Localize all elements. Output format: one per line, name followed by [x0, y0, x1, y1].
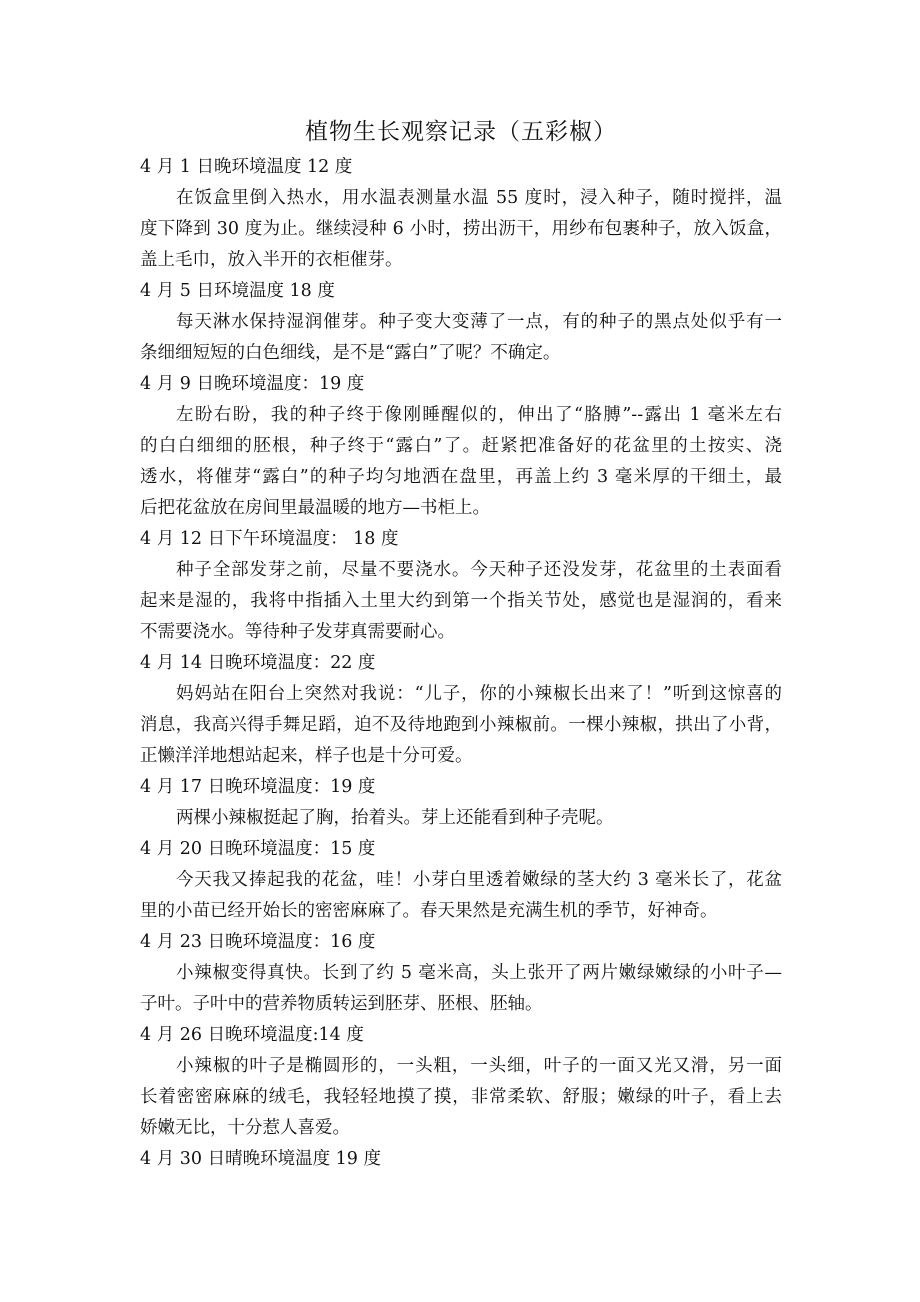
entry-heading: 4 月 5 日环境温度 18 度	[140, 281, 335, 301]
entry-body-line: 长着密密麻麻的绒毛，我轻轻地摸了摸，非常柔软、舒服；嫩绿的叶子，看上去	[140, 1087, 782, 1107]
entry-body-line: 度下降到 30 度为止。继续浸种 6 小时，捞出沥干，用纱布包裹种子，放入饭盒，	[140, 219, 782, 239]
entry-heading: 4 月 30 日晴晚环境温度 19 度	[140, 1149, 381, 1169]
entry-heading: 4 月 17 日晚环境温度：19 度	[140, 777, 376, 797]
entry-body-line: 种子全部发芽之前，尽量不要浇水。今天种子还没发芽，花盆里的土表面看	[176, 560, 782, 580]
entry-body-line: 的白白细细的胚根，种子终于“露白”了。赶紧把准备好的花盆里的土按实、浇	[140, 436, 782, 456]
entry-heading: 4 月 23 日晚环境温度：16 度	[140, 932, 376, 952]
observation-entry	[140, 276, 782, 369]
entry-heading: 4 月 20 日晚环境温度：15 度	[140, 839, 376, 859]
entry-body-line: 每天淋水保持湿润催芽。种子变大变薄了一点，有的种子的黑点处似乎有一	[176, 312, 782, 332]
document-title: 植物生长观察记录（五彩椒）	[305, 119, 617, 145]
observation-entry	[140, 1020, 782, 1144]
entry-body-line: 消息，我高兴得手舞足蹈，迫不及待地跑到小辣椒前。一棵小辣椒，拱出了小背，	[140, 715, 782, 735]
entry-body-line: 小辣椒变得真快。长到了约 5 毫米高，头上张开了两片嫩绿嫩绿的小叶子—	[176, 963, 782, 983]
entry-body-line: 后把花盆放在房间里最温暖的地方—书柜上。	[140, 498, 490, 518]
document-page	[140, 112, 782, 1175]
entry-body-line: 子叶。子叶中的营养物质转运到胚芽、胚根、胚轴。	[140, 994, 543, 1014]
entry-heading: 4 月 9 日晚环境温度：19 度	[140, 374, 365, 394]
entry-body-line: 起来是湿的，我将中指插入土里大约到第一个指关节处，感觉也是湿润的，看来	[140, 591, 782, 611]
observation-entry	[140, 772, 782, 834]
entry-body-line: 左盼右盼，我的种子终于像刚睡醒似的，伸出了“胳膊”--露出 1 毫米左右	[176, 405, 782, 425]
entry-body-line: 今天我又捧起我的花盆，哇！小芽白里透着嫩绿的茎大约 3 毫米长了，花盆	[176, 870, 782, 890]
entry-heading: 4 月 1 日晚环境温度 12 度	[140, 157, 353, 177]
entry-body-line: 条细细短短的白色细线，是不是“露白”了呢？不确定。	[140, 343, 561, 363]
entry-body-line: 娇嫩无比，十分惹人喜爱。	[140, 1118, 350, 1138]
entry-heading: 4 月 26 日晚环境温度:14 度	[140, 1025, 364, 1045]
observation-entry	[140, 1144, 782, 1175]
observation-entry	[140, 648, 782, 772]
observation-entry	[140, 369, 782, 524]
observation-entry	[140, 834, 782, 927]
entry-body-line: 妈妈站在阳台上突然对我说：“儿子，你的小辣椒长出来了！”听到这惊喜的	[176, 684, 782, 704]
entry-body-line: 透水，将催芽“露白”的种子均匀地洒在盘里，再盖上约 3 毫米厚的干细土，最	[140, 467, 782, 487]
observation-entry	[140, 927, 782, 1020]
entry-body-line: 里的小苗已经开始长的密密麻麻了。春天果然是充满生机的季节，好神奇。	[140, 901, 718, 921]
entries-container	[140, 152, 782, 1175]
entry-body-line: 不需要浇水。等待种子发芽真需要耐心。	[140, 622, 455, 642]
entry-body-line: 正懒洋洋地想站起来，样子也是十分可爱。	[140, 746, 473, 766]
entry-body-line: 小辣椒的叶子是椭圆形的，一头粗，一头细，叶子的一面又光又滑，另一面	[176, 1056, 782, 1076]
observation-entry	[140, 152, 782, 276]
entry-heading: 4 月 14 日晚环境温度：22 度	[140, 653, 376, 673]
entry-body-line: 盖上毛巾，放入半开的衣柜催芽。	[140, 250, 403, 270]
entry-heading: 4 月 12 日下午环境温度： 18 度	[140, 529, 399, 549]
entry-body-line: 两棵小辣椒挺起了胸，抬着头。芽上还能看到种子壳呢。	[176, 808, 614, 828]
observation-entry	[140, 524, 782, 648]
entry-body-line: 在饭盒里倒入热水，用水温表测量水温 55 度时，浸入种子，随时搅拌，温	[176, 188, 782, 208]
